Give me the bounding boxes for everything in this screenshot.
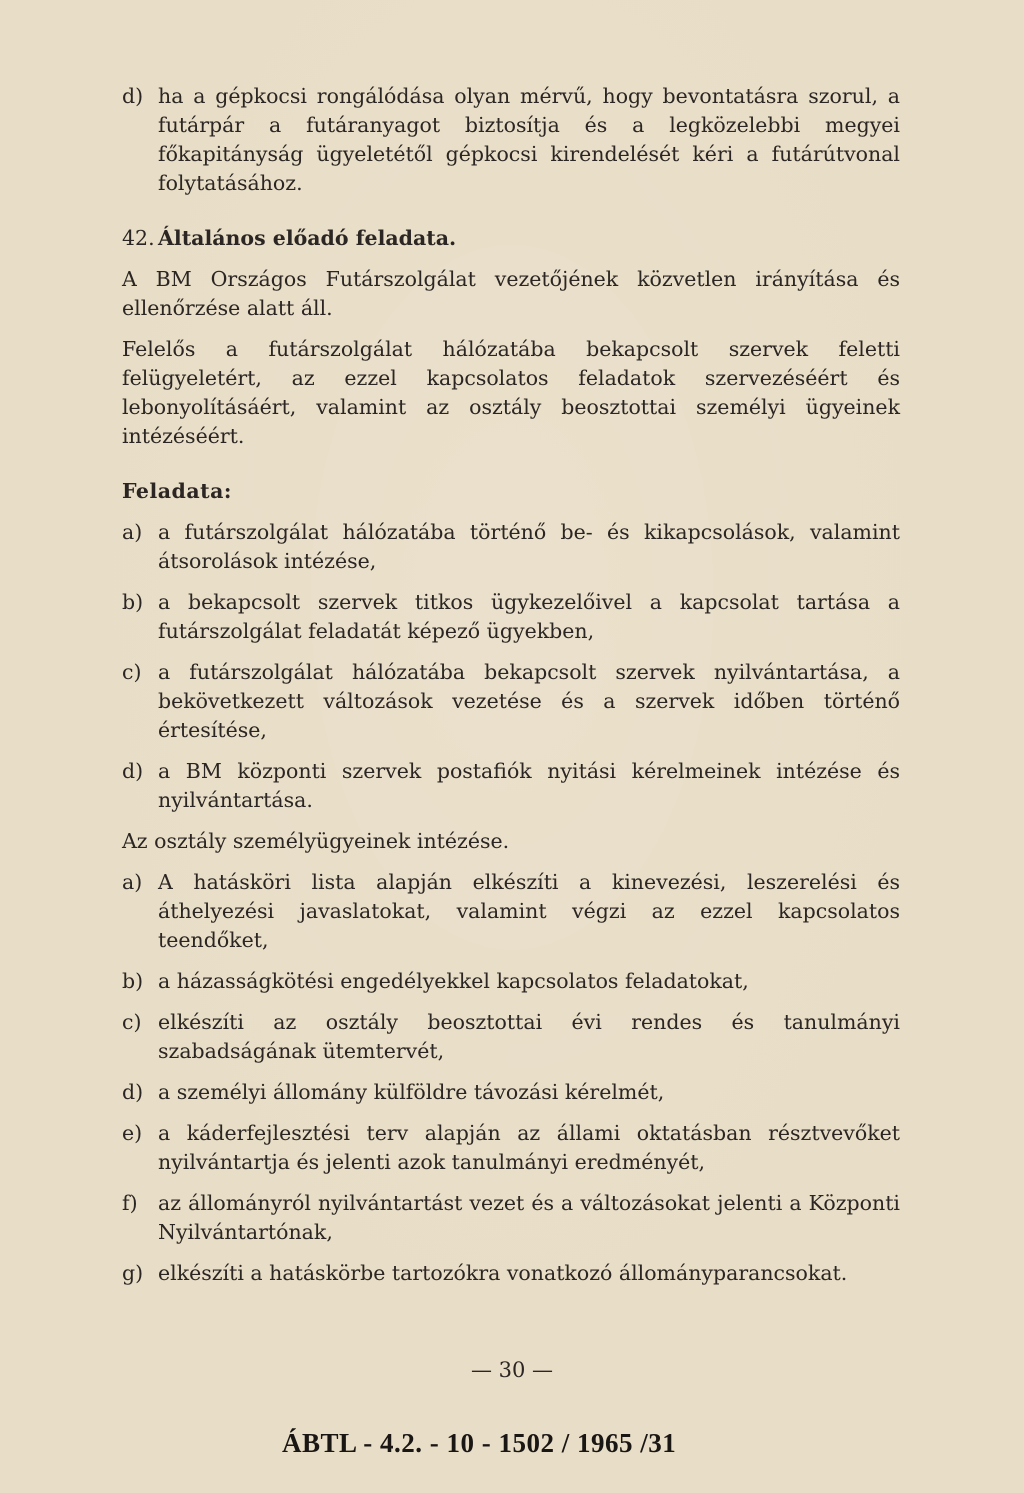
item-label: b) <box>122 969 144 993</box>
section-title: Általános előadó feladata. <box>158 226 457 250</box>
list-item <box>122 757 900 815</box>
section-number: 42. <box>122 226 155 250</box>
list-item <box>122 518 900 576</box>
list-item <box>122 1189 900 1247</box>
list-item <box>122 658 900 745</box>
list-item <box>122 1078 900 1107</box>
item-text: elkészíti a hatáskörbe tartozókra vonatkozó állományparancsokat. <box>158 1261 848 1285</box>
list-item <box>122 868 900 955</box>
item-label: b) <box>122 590 144 614</box>
archive-reference: ÁBTL - 4.2. - 10 - 1502 / 1965 /31 <box>282 1428 677 1458</box>
list-item <box>122 1119 900 1177</box>
personnel-heading: Az osztály személyügyeinek intézése. <box>122 829 510 853</box>
list-item <box>122 967 900 996</box>
item-label: a) <box>122 520 143 544</box>
item-label: c) <box>122 660 142 684</box>
item-label: a) <box>122 870 143 894</box>
item-text: a káderfejlesztési terv alapján az állami oktatásban résztvevőket nyilvántartja és jelenti azok tanulmányi eredményét, <box>158 1121 900 1174</box>
item-text: a házasságkötési engedélyekkel kapcsolatos feladatokat, <box>158 969 749 993</box>
item-text: a BM központi szervek postafiók nyitási kérelmeinek intézése és nyilvántartása. <box>158 759 900 812</box>
item-text: az állományról nyilvántartást vezet és a változásokat jelenti a Központi Nyilvántartónak, <box>158 1191 900 1244</box>
item-text: a személyi állomány külföldre távozási kérelmét, <box>158 1080 665 1104</box>
item-text: elkészíti az osztály beosztottai évi rendes és tanulmányi szabadságának ütemtervét, <box>158 1010 900 1063</box>
tasks-list <box>122 518 900 815</box>
item-text: a futárszolgálat hálózatába bekapcsolt szervek nyilvántartása, a bekövetkezett változások vezetése és a szervek időben történő értesítése, <box>158 660 900 742</box>
paragraph-supervision: A BM Országos Futárszolgálat vezetőjének közvetlen irányítása és ellenőrzése alatt áll. <box>122 267 900 320</box>
item-label: d) <box>122 84 144 108</box>
list-item <box>122 588 900 646</box>
page-number: — 30 — <box>470 1358 554 1382</box>
item-label: d) <box>122 1080 144 1104</box>
item-text: ha a gépkocsi rongálódása olyan mérvű, hogy bevontatásra szorul, a futárpár a futáranyagot biztosítja és a legközelebbi megyei főkapitányság ügyeletétől gépkocsi kirendelését kéri a futárútvonal folytatásához. <box>158 84 900 195</box>
item-text: A hatásköri lista alapján elkészíti a kinevezési, leszerelési és áthelyezési javaslatokat, valamint végzi az ezzel kapcsolatos teendőket, <box>158 870 900 952</box>
item-label: c) <box>122 1010 142 1034</box>
item-label: f) <box>122 1191 138 1215</box>
paragraph-responsibility: Felelős a futárszolgálat hálózatába bekapcsolt szervek feletti felügyeletért, az ezzel kapcsolatos feladatok szervezéséért és lebonyolításáért, valamint az osztály beosztottai személyi ügyeinek intézéséért. <box>122 337 900 448</box>
list-item <box>122 1008 900 1066</box>
page-content <box>122 82 900 1288</box>
item-label: g) <box>122 1261 144 1285</box>
tasks-label: Feladata: <box>122 479 232 503</box>
item-text: a bekapcsolt szervek titkos ügykezelőivel a kapcsolat tartása a futárszolgálat feladatát képező ügyekben, <box>158 590 900 643</box>
section-heading <box>122 224 900 253</box>
item-label: e) <box>122 1121 143 1145</box>
item-text: a futárszolgálat hálózatába történő be- és kikapcsolások, valamint átsorolások intézése, <box>158 520 900 573</box>
list-item <box>122 1259 900 1288</box>
personnel-list <box>122 868 900 1288</box>
list-item-d-intro <box>122 82 900 198</box>
item-label: d) <box>122 759 144 783</box>
